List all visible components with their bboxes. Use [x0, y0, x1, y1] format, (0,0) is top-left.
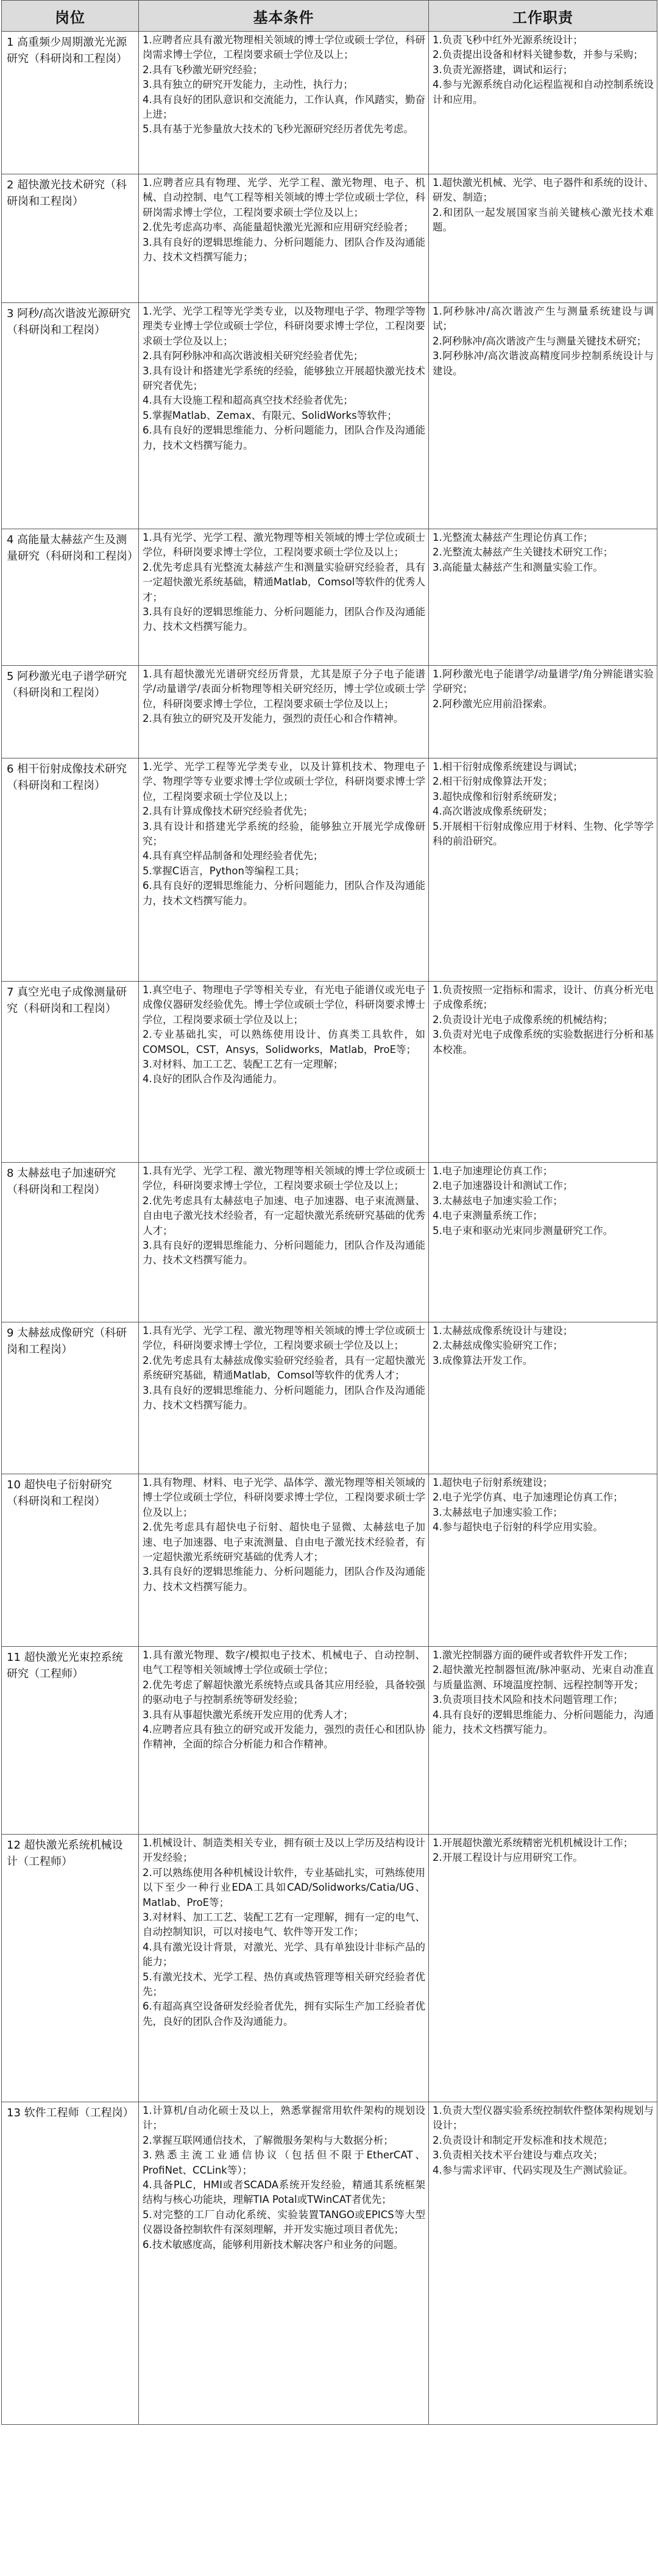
table-row	[2, 1322, 657, 1474]
requirement-item: 1.真空电子、物理电子学等相关专业，有光电子能谱仪或光电子成像仪器研发经验优先。博士学位或硕士学位，科研岗要求博士学位，工程岗要求硕士学位及以上；	[143, 984, 425, 1026]
duty-item: 2.电子加速器设计和测试工作；	[433, 1180, 573, 1192]
duty-item: 1.激光控制器方面的硬件或者软件开发工作；	[433, 1649, 634, 1661]
requirement-item: 1.光学、光学工程等光学类专业，以及物理电子学、物理学等物理类专业博士学位或硕士学位，科研岗要求博士学位，工程岗要求硕士学位及以上；	[143, 305, 425, 347]
position-cell: 9 太赫兹成像研究（科研岗和工程岗）	[2, 1322, 139, 1474]
duties-cell	[429, 32, 657, 174]
position-cell: 2 超快激光技术研究（科研岗和工程岗）	[2, 174, 139, 303]
duty-item: 2.超快激光控制器恒流/脉冲驱动、光束自动准直与质量监测、环境温度控制、远程控制等开发；	[433, 1664, 654, 1691]
requirement-item: 1.光学、光学工程等光学类专业，以及计算机技术、物理电子学、物理学等专业要求博士学位或硕士学位，科研岗要求博士学位，工程岗要求硕士学位及以上；	[143, 761, 425, 802]
requirement-item: 4.具有真空样品制备和处理经验者优先；	[143, 850, 324, 862]
duty-item: 1.负责大型仪器实验系统控制软件整体架构规划与设计；	[433, 2105, 654, 2132]
duties-cell	[429, 758, 657, 982]
duties-cell	[429, 1163, 657, 1322]
duty-item: 4.参与需求评审、代码实现及生产测试验证。	[433, 2164, 634, 2176]
position-cell: 3 阿秒/高次谐波光源研究（科研岗和工程岗）	[2, 303, 139, 529]
table-row	[2, 1647, 657, 1835]
table-body	[2, 32, 657, 2425]
requirement-item: 1.计算机/自动化硕士及以上，熟悉掌握常用软件架构的规划设计；	[143, 2105, 425, 2132]
duty-item: 2.和团队一起发展国家当前关键核心激光技术难题。	[433, 206, 654, 234]
requirement-item: 2.可以熟练使用各种机械设计软件，专业基础扎实，可熟练使用以下至少一种行业EDA工具如CAD/Solidworks/Catia/UG、Matlab、ProE等；	[143, 1866, 425, 1908]
header-row	[2, 1, 657, 32]
requirement-item: 1.具有光学、光学工程、激光物理等相关领域的博士学位或硕士学位，科研岗要求博士学位，工程岗要求硕士学位及以上；	[143, 1165, 425, 1192]
requirement-item: 5.具有基于光参量放大技术的飞秒光源研究经历者优先考虑。	[143, 123, 414, 135]
duties-cell	[429, 2102, 657, 2425]
requirement-item: 3.熟悉主流工业通信协议（包括但不限于EtherCAT、ProfiNet、CCLink等）；	[143, 2149, 425, 2176]
duty-item: 1.光整流太赫兹产生理论仿真工作；	[433, 532, 593, 543]
position-cell: 7 真空光电子成像测量研究（科研岗和工程岗）	[2, 982, 139, 1163]
position-cell: 13 软件工程师（工程岗）	[2, 2102, 139, 2425]
requirement-item: 2.具有飞秒激光研究经验；	[143, 63, 263, 76]
requirement-item: 4.具备PLC，HMI或者SCADA系统开发经验，精通其系统框架结构与核心功能块，理解TIA Potal或TWinCAT者优先；	[143, 2179, 425, 2206]
requirement-item: 4.具有大设施工程和超高真空技术经验者优先；	[143, 394, 353, 407]
duties-cell	[429, 174, 657, 303]
requirement-item: 3.具有良好的逻辑思维能力、分析问题能力，团队合作及沟通能力、技术文档撰写能力。	[143, 606, 425, 633]
requirement-item: 2.具有独立的研究及开发能力，强烈的责任心和合作精神。	[143, 713, 404, 725]
table-row	[2, 174, 657, 303]
table-row	[2, 32, 657, 174]
requirements-cell	[139, 529, 429, 666]
table-row	[2, 303, 657, 529]
position-cell: 11 超快激光光束控系统研究（工程师）	[2, 1647, 139, 1835]
requirement-item: 6.具有良好的逻辑思维能力、分析问题能力，团队合作及沟通能力，技术文档撰写能力。	[143, 424, 425, 451]
requirements-cell	[139, 1163, 429, 1322]
requirement-item: 3.具有设计和搭建光学系统的经验，能够独立开展光学成像研究；	[143, 820, 425, 847]
duties-cell	[429, 982, 657, 1163]
duties-cell	[429, 1474, 657, 1647]
duty-item: 4.具有良好的逻辑思维能力、分析问题能力，沟通能力，技术文档撰写能力。	[433, 1708, 654, 1736]
duty-item: 2.相干衍射成像算法开发；	[433, 776, 553, 788]
duty-item: 3.阿秒脉冲/高次谐波高精度同步控制系统设计与建设。	[433, 350, 654, 377]
position-cell: 4 高能量太赫兹产生及测量研究（科研岗和工程岗）	[2, 529, 139, 666]
duty-item: 2.光整流太赫兹产生关键技术研究工作；	[433, 546, 614, 558]
position-cell: 10 超快电子衍射研究（科研岗和工程岗）	[2, 1474, 139, 1647]
requirement-item: 6.具有良好的逻辑思维能力、分析问题能力，团队合作及沟通能力，技术文档撰写能力。	[143, 880, 425, 907]
duty-item: 1.负责按照一定指标和需求，设计、仿真分析光电子成像系统；	[433, 984, 654, 1011]
requirement-item: 5.有激光技术、光学工程、热仿真或热管理等相关研究经验者优先；	[143, 1971, 425, 1998]
requirement-item: 1.应聘者应具有激光物理相关领域的博士学位或硕士学位，科研岗需求博士学位，工程岗要求硕士学位及以上；	[143, 34, 425, 61]
duties-cell	[429, 1647, 657, 1835]
header-requirements: 基本条件	[139, 1, 429, 32]
duty-item: 3.负责项目技术风险和技术问题管理工作；	[433, 1694, 623, 1706]
position-cell: 12 超快激光系统机械设计（工程师）	[2, 1835, 139, 2102]
requirements-cell	[139, 2102, 429, 2425]
duty-item: 3.成像算法开发工作。	[433, 1354, 533, 1366]
requirements-cell	[139, 174, 429, 303]
table-row	[2, 529, 657, 666]
header-duties: 工作职责	[429, 1, 657, 32]
requirement-item: 1.具有物理、材料、电子光学、晶体学、激光物理等相关领域的博士学位或硕士学位，科研岗要求博士学位，工程岗要求硕士学位及以上；	[143, 1477, 425, 1518]
duty-item: 2.电子光学仿真、电子加速理论仿真工作；	[433, 1491, 623, 1504]
requirements-cell	[139, 666, 429, 758]
duties-cell	[429, 1322, 657, 1474]
duty-item: 1.阿秒脉冲/高次谐波产生与测量系统建设与调试；	[433, 305, 654, 332]
duty-item: 3.负责相关技术平台建设与难点攻关；	[433, 2149, 603, 2161]
duty-item: 1.相干衍射成像系统建设与调试；	[433, 761, 583, 772]
requirement-item: 2.优先考虑高功率、高能量超快激光光源和应用研究经验者；	[143, 221, 414, 234]
requirement-item: 1.应聘者应具有物理、光学、光学工程、激光物理、电子、机械、自动控制、电气工程等相关领域的博士学位或硕士学位，科研岗需求博士学位，工程岗要求硕士学位及以上；	[143, 177, 425, 218]
requirement-item: 6.有超高真空设备研发经验者优先，拥有实际生产加工经验者优先，良好的团队合作及沟通能力。	[143, 2000, 425, 2027]
requirement-item: 6.技术敏感度高，能够利用新技术解决客户和业务的问题。	[143, 2238, 404, 2250]
requirement-item: 1.机械设计、制造类相关专业，拥有硕士及以上学历及结构设计开发经验；	[143, 1837, 425, 1864]
requirement-item: 2.掌握互联网通信技术，了解微服务架构与大数据分析；	[143, 2134, 394, 2146]
requirement-item: 4.具有良好的团队意识和交流能力，工作认真，作风踏实，勤奋上进；	[143, 93, 425, 121]
requirement-item: 2.专业基础扎实，可以熟练使用设计、仿真类工具软件，如COMSOL，CST，Ansys，Solidworks，Matlab，ProE等；	[143, 1029, 425, 1055]
requirement-item: 3.具有良好的逻辑思维能力、分析问题能力，团队合作及沟通能力、技术文档撰写能力。	[143, 1384, 425, 1411]
duties-cell	[429, 1835, 657, 2102]
requirement-item: 5.对完整的工厂自动化系统、实验装置TANGO或EPICS等大型仪器设备控制软件有深刻理解，并开发实施过项目者优先；	[143, 2208, 425, 2236]
duty-item: 5.开展相干衍射成像应用于材料、生物、化学等学科的前沿研究。	[433, 820, 654, 847]
position-cell: 5 阿秒激光电子谱学研究（科研岗和工程岗）	[2, 666, 139, 758]
table-row	[2, 2102, 657, 2425]
duty-item: 3.负责对光电子成像系统的实验数据进行分析和基本校准。	[433, 1029, 654, 1055]
duties-cell	[429, 529, 657, 666]
requirement-item: 1.具有激光物理、数字/模拟电子技术、机械电子、自动控制、电气工程等相关领域博士学位或硕士学位；	[143, 1649, 425, 1676]
requirement-item: 3.具有良好的逻辑思维能力、分析问题能力，团队合作及沟通能力、技术文档撰写能力。	[143, 1240, 425, 1266]
duty-item: 2.负责设计光电子成像系统的机械结构；	[433, 1013, 614, 1026]
requirement-item: 2.优先考虑具有光整流太赫兹产生和测量实验研究经验者，具有一定超快激光系统基础，精通Matlab，Comsol等软件的优秀人才；	[143, 561, 425, 603]
requirement-item: 2.具有计算成像技术研究经验者优先；	[143, 805, 313, 818]
requirements-cell	[139, 32, 429, 174]
duties-cell	[429, 303, 657, 529]
duty-item: 2.阿秒脉冲/高次谐波产生与测量关键技术研究；	[433, 335, 647, 347]
duty-item: 1.阿秒激光电子能谱学/动量谱学/角分辨能谱实验学研究；	[433, 668, 654, 695]
requirement-item: 4.具有激光设计背景，对激光、光学、具有单独设计非标产品的能力；	[143, 1941, 425, 1968]
requirement-item: 2.优先考虑具有太赫兹成像实验研究经验者，具有一定超快激光系统研究基础，精通Matlab，Comsol等软件的优秀人才；	[143, 1354, 425, 1382]
requirement-item: 3.对材料、加工工艺、装配工艺有一定理解；	[143, 1058, 344, 1071]
duty-item: 1.超快电子衍射系统建设；	[433, 1477, 553, 1488]
recruitment-table	[1, 0, 657, 2425]
duty-item: 1.电子加速理论仿真工作；	[433, 1165, 553, 1177]
position-cell: 1 高重频少周期激光光源研究（科研岗和工程岗）	[2, 32, 139, 174]
requirements-cell	[139, 1474, 429, 1647]
requirement-item: 5.掌握Matlab、Zemax、有限元、SolidWorks等软件；	[143, 409, 397, 421]
requirement-item: 1.具有光学、光学工程、激光物理等相关领域的博士学位或硕士学位，科研岗要求博士学位，工程岗要求硕士学位及以上；	[143, 532, 425, 558]
requirement-item: 3.具有从事超快激光系统开发应用的优秀人才；	[143, 1708, 353, 1721]
duty-item: 2.负责设计和制定开发标准和技术规范；	[433, 2134, 614, 2146]
table-row	[2, 1474, 657, 1647]
requirement-item: 5.掌握C语言，Python等编程工具；	[143, 865, 305, 877]
duty-item: 3.太赫兹电子加速实验工作；	[433, 1194, 563, 1207]
duty-item: 3.太赫兹电子加速实验工作；	[433, 1506, 563, 1518]
header-position: 岗位	[2, 1, 139, 32]
requirement-item: 3.具有设计和搭建光学系统的经验，能够独立开展超快激光技术研究者优先；	[143, 365, 425, 392]
position-cell: 6 相干衍射成像技术研究（科研岗和工程岗）	[2, 758, 139, 982]
requirements-cell	[139, 758, 429, 982]
duty-item: 2.开展工程设计与应用研究工作。	[433, 1852, 583, 1864]
requirement-item: 1.具有超快激光光谱研究经历背景，尤其是原子分子电子能谱学/动量谱学/表面分析物理等相关研究经历，博士学位或硕士学位，科研岗要求博士学位，工程岗要求硕士学位及以上；	[143, 668, 425, 710]
duties-cell	[429, 666, 657, 758]
requirements-cell	[139, 982, 429, 1163]
table-row	[2, 1163, 657, 1322]
duty-item: 4.参与光源系统自动化运程监视和自动控制系统设计和应用。	[433, 79, 654, 105]
duty-item: 4.参与超快电子衍射的科学应用实验。	[433, 1521, 603, 1533]
table-row	[2, 758, 657, 982]
requirements-cell	[139, 1647, 429, 1835]
requirements-cell	[139, 1835, 429, 2102]
duty-item: 3.高能量太赫兹产生和测量实验工作。	[433, 561, 603, 573]
requirement-item: 3.对材料、加工工艺、装配工艺有一定理解，拥有一定的电气、自动控制知识，可以对接电气、软件等开发工作；	[143, 1911, 425, 1938]
duty-item: 2.阿秒激光应用前沿探索。	[433, 698, 553, 710]
duty-item: 2.太赫兹成像实验研究工作；	[433, 1340, 563, 1352]
requirement-item: 3.具有良好的逻辑思维能力、分析问题能力、团队合作及沟通能力、技术文档撰写能力；	[143, 236, 425, 263]
duty-item: 5.电子束和驱动光束同步测量研究工作。	[433, 1224, 614, 1236]
table-row	[2, 1835, 657, 2102]
duty-item: 1.负责飞秒中红外光源系统设计；	[433, 34, 583, 46]
requirement-item: 3.具有独立的研究开发能力，主动性，执行力；	[143, 79, 353, 91]
duty-item: 3.负责光源搭建，调试和运行；	[433, 63, 573, 76]
duty-item: 4.高次谐波成像系统研发；	[433, 805, 553, 818]
requirement-item: 3.具有良好的逻辑思维能力、分析问题能力，团队合作及沟通能力、技术文档撰写能力。	[143, 1566, 425, 1593]
table-row	[2, 666, 657, 758]
duty-item: 1.超快激光机械、光学、电子器件和系统的设计、研发、制造；	[433, 177, 654, 204]
requirement-item: 1.具有光学、光学工程、激光物理等相关领域的博士学位或硕士学位，科研岗要求博士学位，工程岗要求硕士学位及以上；	[143, 1325, 425, 1352]
requirement-item: 4.应聘者应具有独立的研究或开发能力，强烈的责任心和团队协作精神，全面的综合分析能力和合作精神。	[143, 1724, 425, 1750]
requirement-item: 4.良好的团队合作及沟通能力。	[143, 1073, 283, 1085]
requirements-cell	[139, 303, 429, 529]
requirement-item: 2.具有阿秒脉冲和高次谐波相关研究经验者优先；	[143, 350, 364, 362]
requirement-item: 2.优先考虑了解超快激光系统特点或具备其应用经验，具备较强的驱动电子与控制系统等研发经验；	[143, 1679, 425, 1706]
table-row	[2, 982, 657, 1163]
requirement-item: 2.优先考虑具有太赫兹电子加速、电子加速器、电子束流测量、自由电子激光技术经验者，有一定超快激光系统研究基础的优秀人才；	[143, 1194, 425, 1236]
duty-item: 4.电子束测量系统工作；	[433, 1210, 543, 1222]
duty-item: 3.超快成像和衍射系统研发；	[433, 790, 563, 802]
requirements-cell	[139, 1322, 429, 1474]
position-cell: 8 太赫兹电子加速研究（科研岗和工程岗）	[2, 1163, 139, 1322]
duty-item: 1.开展超快激光系统精密光机机械设计工作；	[433, 1837, 634, 1849]
requirement-item: 2.优先考虑具有超快电子衍射、超快电子显微、太赫兹电子加速、电子加速器、电子束流测量、自由电子激光技术经验者，有一定超快激光系统研究基础的优秀人才；	[143, 1521, 425, 1563]
duty-item: 2.负责提出设备和材料关键参数，并参与采购；	[433, 49, 643, 61]
duty-item: 1.太赫兹成像系统设计与建设；	[433, 1325, 573, 1336]
